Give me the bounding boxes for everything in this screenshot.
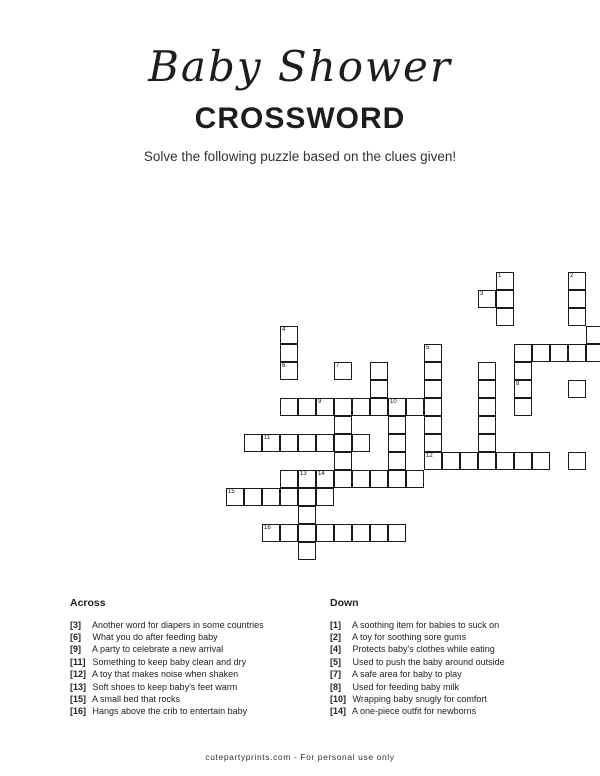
clue-number: [16] [70, 706, 87, 717]
crossword-cell[interactable] [244, 488, 262, 506]
crossword-cell[interactable] [514, 398, 532, 416]
clue-number: [1] [330, 619, 341, 630]
crossword-cell[interactable] [280, 344, 298, 362]
crossword-cell[interactable] [424, 344, 442, 362]
clue-item [70, 643, 264, 655]
clue-number: 1 [498, 273, 502, 279]
crossword-cell[interactable] [532, 452, 550, 470]
crossword-cell[interactable] [478, 290, 496, 308]
crossword-cell[interactable] [334, 362, 352, 380]
clue-text: A one-piece outfit for newborns [350, 706, 477, 717]
instructions: Solve the following puzzle based on the clues given! [143, 149, 457, 164]
clue-number: 9 [318, 399, 322, 405]
crossword-cell[interactable] [568, 380, 586, 398]
clue-number: 6 [282, 363, 286, 369]
clue-item [70, 668, 264, 680]
clue-item [330, 668, 505, 680]
clue-item [330, 619, 505, 631]
crossword-cell[interactable] [478, 362, 496, 380]
crossword-cell[interactable] [568, 290, 586, 308]
crossword-cell[interactable] [370, 470, 388, 488]
clue-text: A toy for soothing sore gums [350, 631, 467, 642]
clue-number: [5] [330, 656, 341, 667]
clue-item [330, 705, 505, 717]
crossword-cell[interactable] [280, 362, 298, 380]
crossword-cell[interactable] [388, 452, 406, 470]
script-title: Baby Shower [148, 42, 452, 91]
crossword-cell[interactable] [568, 452, 586, 470]
crossword-cell[interactable] [424, 452, 442, 470]
across-clues [70, 598, 264, 718]
crossword-cell[interactable] [352, 398, 370, 416]
clue-text: A soothing item for babies to suck on [350, 619, 500, 630]
crossword-cell[interactable] [514, 344, 532, 362]
crossword-cell[interactable] [316, 434, 334, 452]
crossword-cell[interactable] [496, 308, 514, 326]
down-clues [330, 598, 505, 718]
footer: cutepartyprints.com - For personal use only [205, 752, 395, 762]
crossword-cell[interactable] [280, 326, 298, 344]
crossword-cell[interactable] [406, 398, 424, 416]
crossword-cell[interactable] [388, 524, 406, 542]
crossword-cell[interactable] [478, 416, 496, 434]
clue-item [330, 656, 505, 668]
clue-text: Wrapping baby snugly for comfort [350, 693, 487, 704]
across-heading: Across [70, 597, 106, 609]
clue-text: Soft shoes to keep baby's feet warm [90, 681, 238, 692]
crossword-cell[interactable] [352, 434, 370, 452]
crossword-cell[interactable] [298, 488, 316, 506]
crossword-cell[interactable] [370, 398, 388, 416]
clue-number: [8] [330, 681, 341, 692]
clue-number: 8 [516, 381, 520, 387]
crossword-cell[interactable] [478, 398, 496, 416]
clue-text: Used to push the baby around outside [350, 656, 505, 667]
crossword-cell[interactable] [514, 362, 532, 380]
crossword-cell[interactable] [334, 452, 352, 470]
crossword-cell[interactable] [316, 470, 334, 488]
clue-text: Protects baby's clothes while eating [350, 644, 495, 655]
crossword-cell[interactable] [478, 380, 496, 398]
crossword-cell[interactable] [370, 380, 388, 398]
clue-item [70, 705, 264, 717]
clue-number: 11 [264, 435, 271, 441]
clue-number: [2] [330, 631, 341, 642]
crossword-cell[interactable] [514, 380, 532, 398]
clue-number: 12 [426, 453, 433, 459]
clue-text: Something to keep baby clean and dry [90, 656, 247, 667]
crossword-cell[interactable] [316, 524, 334, 542]
crossword-cell[interactable] [244, 434, 262, 452]
clue-number: 16 [264, 525, 271, 531]
clue-item [330, 643, 505, 655]
clue-number: 2 [570, 273, 574, 279]
clue-item [330, 681, 505, 693]
crossword-cell[interactable] [460, 452, 478, 470]
clue-number: [3] [70, 619, 81, 630]
crossword-cell[interactable] [280, 488, 298, 506]
clue-number: [10] [330, 693, 347, 704]
crossword-cell[interactable] [352, 470, 370, 488]
clue-item [330, 693, 505, 705]
crossword-cell[interactable] [388, 398, 406, 416]
crossword-cell[interactable] [298, 506, 316, 524]
clue-number: [12] [70, 669, 87, 680]
crossword-cell[interactable] [298, 524, 316, 542]
clue-number: 3 [480, 291, 484, 297]
crossword-cell[interactable] [280, 470, 298, 488]
crossword-cell[interactable] [262, 524, 280, 542]
crossword-cell[interactable] [352, 524, 370, 542]
clue-text: A safe area for baby to play [350, 669, 462, 680]
crossword-cell[interactable] [334, 416, 352, 434]
crossword-cell[interactable] [478, 452, 496, 470]
crossword-cell[interactable] [298, 542, 316, 560]
crossword-cell[interactable] [424, 434, 442, 452]
clue-number: [11] [70, 656, 86, 667]
clue-number: [9] [70, 644, 81, 655]
crossword-cell[interactable] [532, 344, 550, 362]
clue-number: 4 [282, 327, 286, 333]
clue-number: [15] [70, 693, 87, 704]
crossword-cell[interactable] [280, 434, 298, 452]
clue-number: 13 [300, 471, 307, 477]
crossword-cell[interactable] [514, 452, 532, 470]
clue-item [70, 631, 264, 643]
crossword-cell[interactable] [334, 470, 352, 488]
clue-item [70, 656, 264, 668]
crossword-cell[interactable] [388, 434, 406, 452]
crossword-cell[interactable] [370, 362, 388, 380]
clue-number: [14] [330, 706, 347, 717]
clue-number: 14 [318, 471, 325, 477]
crossword-cell[interactable] [406, 470, 424, 488]
clue-item [70, 681, 264, 693]
clue-text: A toy that makes noise when shaken [90, 669, 239, 680]
crossword-cell[interactable] [388, 470, 406, 488]
crossword-cell[interactable] [298, 398, 316, 416]
crossword-cell[interactable] [424, 398, 442, 416]
crossword-cell[interactable] [334, 398, 352, 416]
crossword-cell[interactable] [298, 470, 316, 488]
clue-text: Used for feeding baby milk [350, 681, 460, 692]
clue-number: [4] [330, 644, 341, 655]
crossword-cell[interactable] [424, 380, 442, 398]
crossword-cell[interactable] [262, 488, 280, 506]
crossword-cell[interactable] [496, 290, 514, 308]
crossword-cell[interactable] [496, 272, 514, 290]
clue-number: 15 [228, 489, 235, 495]
crossword-cell[interactable] [316, 488, 334, 506]
crossword-cell[interactable] [334, 434, 352, 452]
clue-text: Hangs above the crib to entertain baby [90, 706, 248, 717]
clue-number: 10 [390, 399, 397, 405]
crossword-cell[interactable] [226, 488, 244, 506]
crossword-cell[interactable] [370, 524, 388, 542]
clue-number: [7] [330, 669, 341, 680]
clue-number: 5 [426, 345, 430, 351]
clue-number: [6] [70, 631, 81, 642]
crossword-cell[interactable] [568, 308, 586, 326]
down-heading: Down [330, 597, 359, 609]
crossword-cell[interactable] [298, 434, 316, 452]
crossword-cell[interactable] [280, 398, 298, 416]
crossword-cell[interactable] [568, 344, 586, 362]
crossword-cell[interactable] [424, 362, 442, 380]
clue-number: 7 [336, 363, 340, 369]
clue-number: [13] [70, 681, 87, 692]
crossword-cell[interactable] [316, 398, 334, 416]
crossword-cell[interactable] [424, 416, 442, 434]
clue-text: What you do after feeding baby [90, 631, 218, 642]
clue-text: A small bed that rocks [90, 693, 181, 704]
crossword-cell[interactable] [586, 326, 600, 344]
crossword-cell[interactable] [334, 524, 352, 542]
crossword-cell[interactable] [262, 434, 280, 452]
crossword-cell[interactable] [496, 452, 514, 470]
crossword-cell[interactable] [280, 524, 298, 542]
clue-item [70, 693, 264, 705]
crossword-cell[interactable] [442, 452, 460, 470]
crossword-cell[interactable] [550, 344, 568, 362]
crossword-cell[interactable] [478, 434, 496, 452]
crossword-cell[interactable] [586, 344, 600, 362]
page-title: CROSSWORD [194, 102, 406, 135]
clue-item [70, 619, 264, 631]
clue-item [330, 631, 505, 643]
crossword-cell[interactable] [568, 272, 586, 290]
crossword-cell[interactable] [388, 416, 406, 434]
clue-text: A party to celebrate a new arrival [90, 644, 224, 655]
clue-text: Another word for diapers in some countries [90, 619, 264, 630]
